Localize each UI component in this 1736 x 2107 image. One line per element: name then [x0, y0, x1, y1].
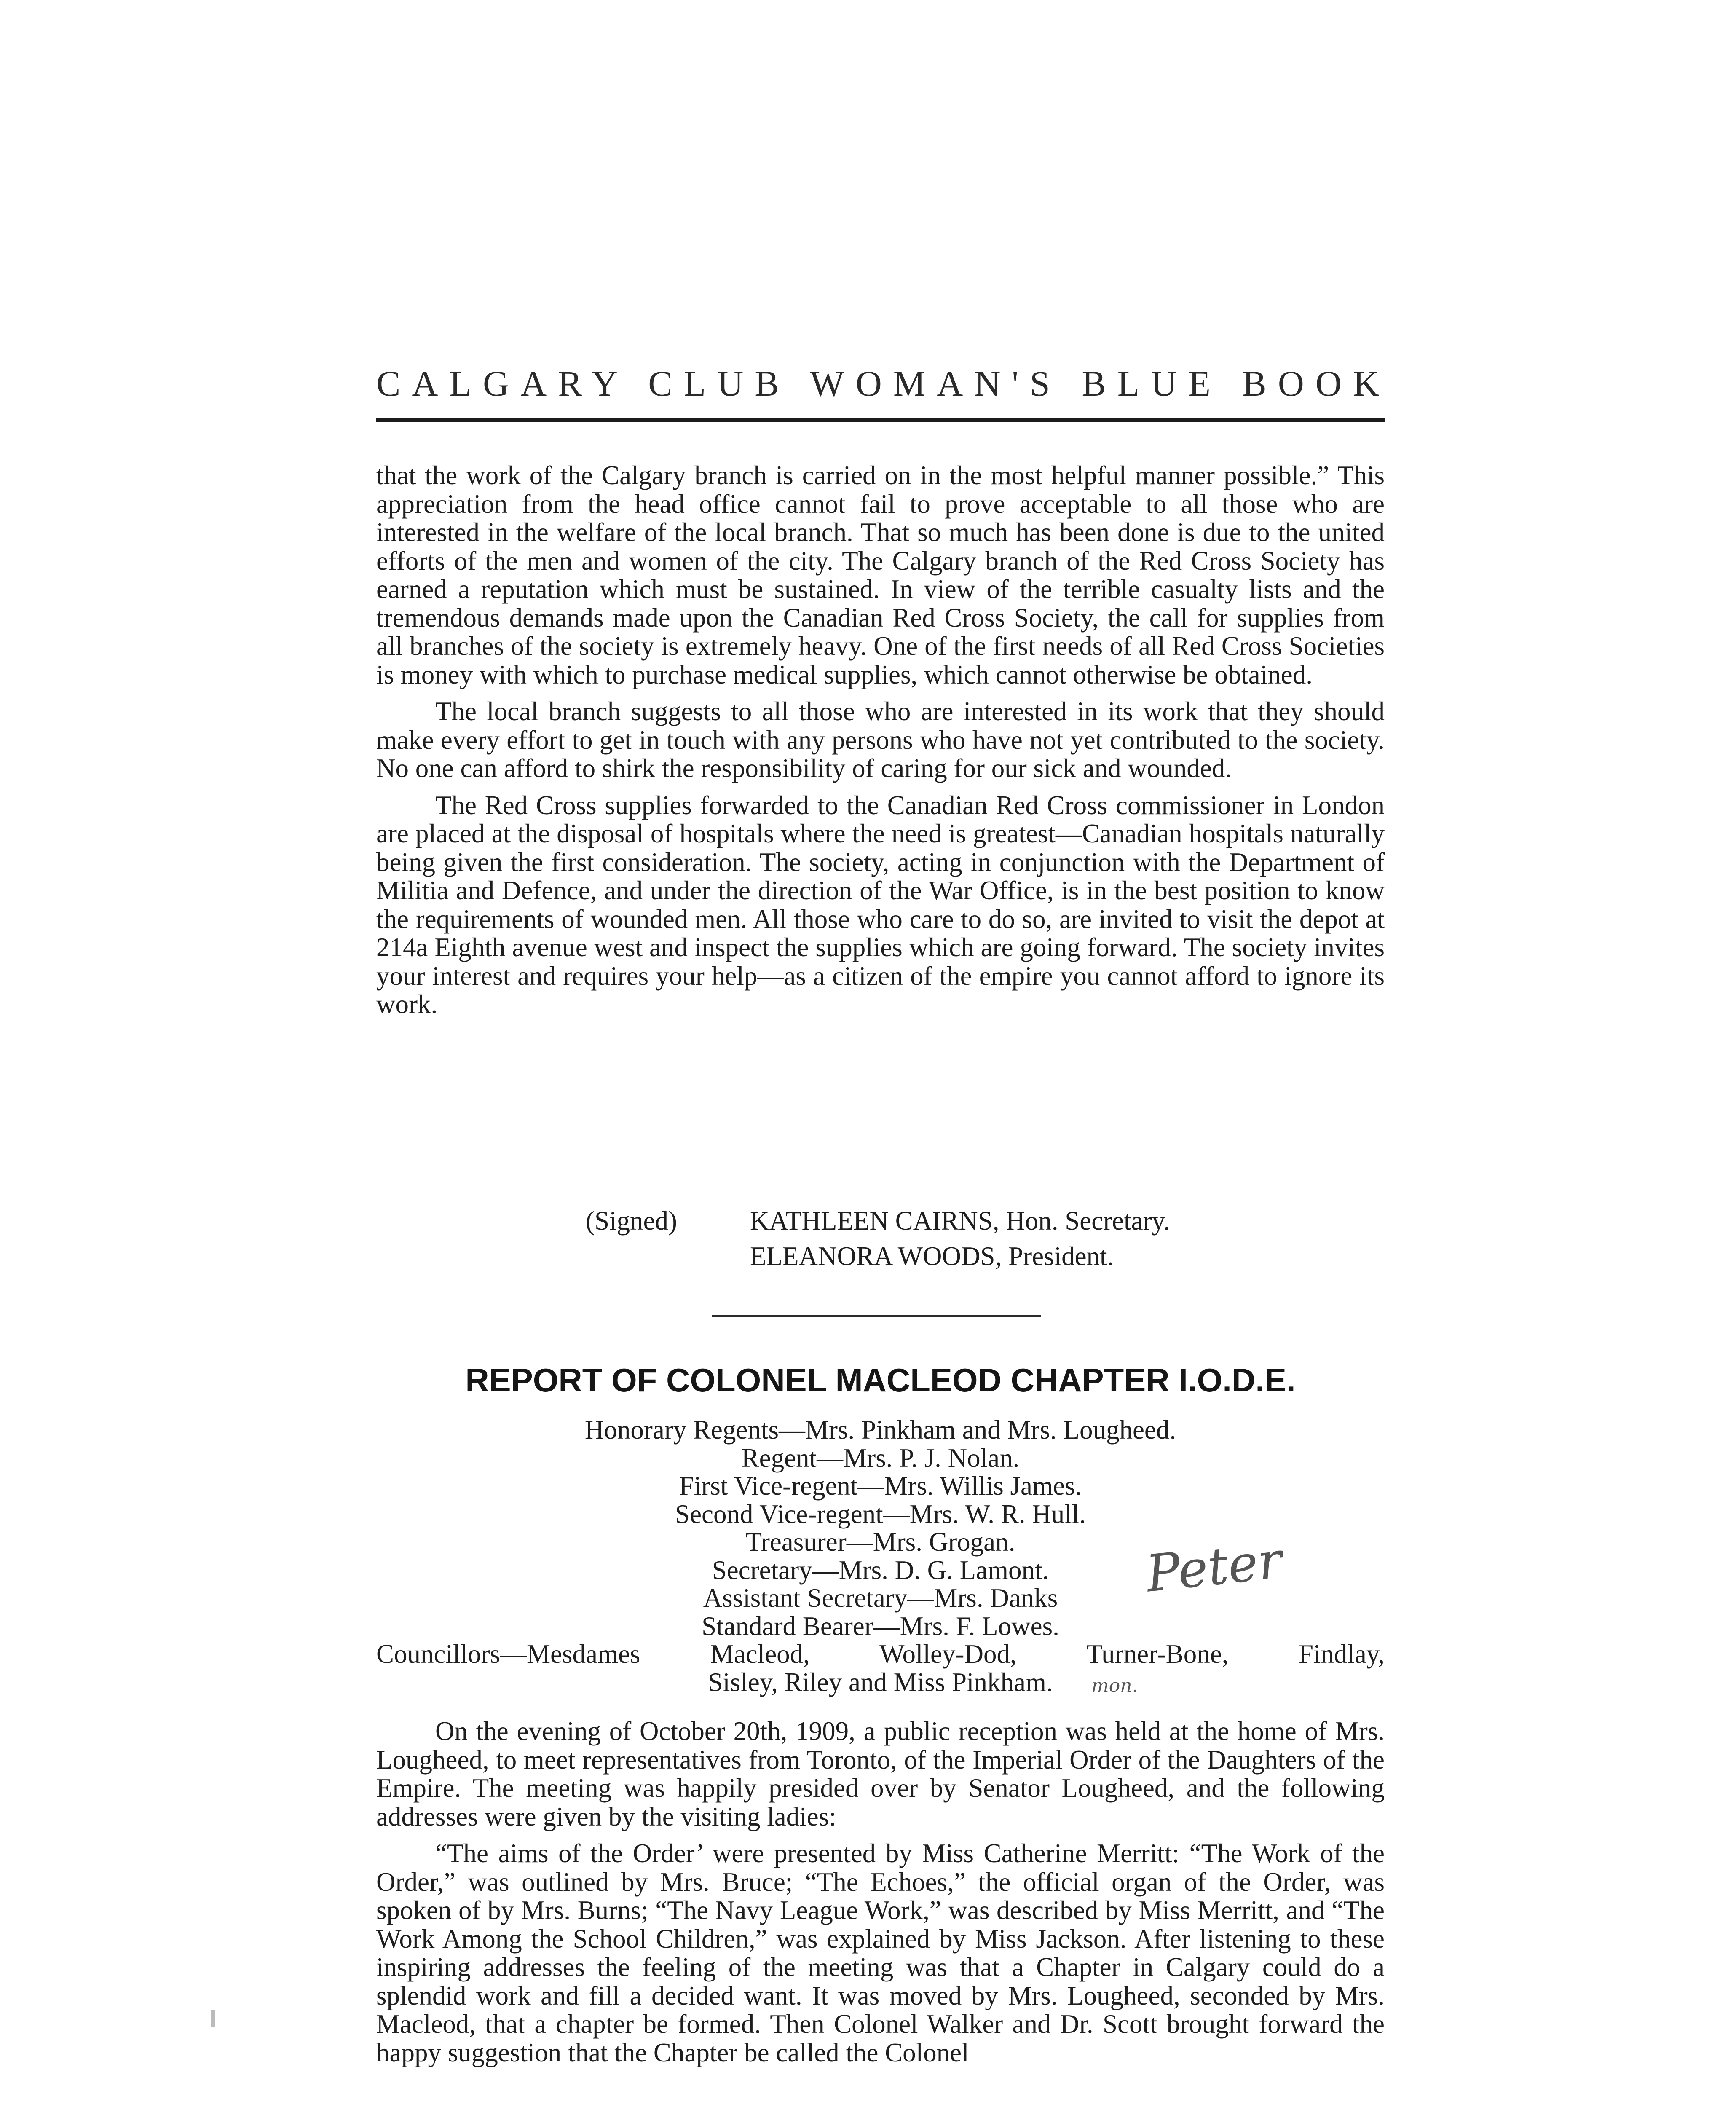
officer-line: Honorary Regents—Mrs. Pinkham and Mrs. Lougheed.: [584, 1415, 1176, 1445]
scan-speck: [211, 2010, 215, 2027]
officer-line: Secretary—Mrs. D. G. Lamont.: [712, 1555, 1049, 1585]
report-paragraph: On the evening of October 20th, 1909, a public reception was held at the home of Mrs. Lougheed, to meet representatives from Toronto, of the Imperial Order of the Daughters of the Empire. The meeting was happily presided over by Senator Lougheed, and the following addresses were given by the visiting ladies:: [376, 1716, 1385, 1831]
signatory-president: ELEANORA WOODS, President.: [750, 1241, 1114, 1271]
officer-line: First Vice-regent—Mrs. Willis James.: [679, 1471, 1082, 1501]
officer-line: Standard Bearer—Mrs. F. Lowes.: [702, 1611, 1059, 1641]
officer-line: Treasurer—Mrs. Grogan.: [745, 1527, 1015, 1557]
report-title: REPORT OF COLONEL MACLEOD CHAPTER I.O.D.E.: [465, 1362, 1296, 1399]
letter-paragraph: The local branch suggests to all those who are interested in its work that they should make every effort to get in touch with any persons who have not yet contributed to the society. No one can afford to shirk the responsibility of caring for our sick and wounded.: [376, 697, 1385, 783]
letter-paragraph: The Red Cross supplies forwarded to the Canadian Red Cross commissioner in London are placed at the disposal of hospitals where the need is greatest—Canadian hospitals naturally being given the first consideration. The society, acting in conjunction with the Department of Militia and Defence, and under the direction of the War Office, is in the best position to know the requirements of wounded men. All those who care to do so, are invited to visit the depot at 214a Eighth avenue west and inspect the supplies which are going forward. The society invites your interest and requires your help—as a citizen of the empire you cannot afford to ignore its work.: [376, 790, 1385, 1019]
letter-paragraph: that the work of the Calgary branch is carried on in the most helpful manner possible.” This appreciation from the head office cannot fail to prove acceptable to all those who are interested in the welfare of the local branch. That so much has been done is due to the united efforts of the men and women of the city. The Calgary branch of the Red Cross Society has earned a reputation which must be sustained. In view of the terrible casualty lists and the tremendous demands made upon the Canadian Red Cross Society, the call for supplies from all branches of the society is extremely heavy. One of the first needs of all Red Cross Societies is money with which to purchase medical supplies, which cannot otherwise be obtained.: [376, 461, 1385, 689]
signature-block: [586, 1203, 1170, 1274]
report-paragraph: “The aims of the Order’ were presented by Miss Catherine Merritt: “The Work of the Order,” was outlined by Mrs. Bruce; “The Echoes,” the official organ of the Order, was spoken of by Mrs. Burns; “The Navy League Work,” was described by Miss Merritt, and “The Work Among the School Children,” was explained by Miss Jackson. After listening to these inspiring addresses the feeling of the meeting was that a Chapter in Calgary could do a splendid work and fill a decided want. It was moved by Mrs. Lougheed, seconded by Mrs. Macleod, that a chapter be formed. Then Colonel Walker and Dr. Scott brought forward the happy suggestion that the Chapter be called the Colonel: [376, 1839, 1385, 2067]
councillors-line: Sisley, Riley and Miss Pinkham.: [708, 1667, 1053, 1697]
councillors-line: Councillors—Mesdames Macleod, Wolley-Dod, Turner-Bone, Findlay,: [376, 1639, 1385, 1669]
signed-label: (Signed): [586, 1206, 677, 1236]
header-rule: [376, 418, 1385, 422]
officer-line: Second Vice-regent—Mrs. W. R. Hull.: [675, 1499, 1086, 1529]
running-head: CALGARY CLUB WOMAN'S BLUE BOOK: [376, 363, 1391, 404]
section-divider: [712, 1315, 1041, 1317]
officer-line: Regent—Mrs. P. J. Nolan.: [741, 1443, 1020, 1473]
red-cross-letter: [376, 461, 1385, 1019]
report-body: [376, 1717, 1385, 2067]
officer-line: Assistant Secretary—Mrs. Danks: [703, 1583, 1058, 1613]
handwritten-note: mon.: [1091, 1675, 1138, 1697]
signatory-secretary: KATHLEEN CAIRNS, Hon. Secretary.: [750, 1206, 1170, 1236]
handwritten-note: Peter: [1143, 1531, 1285, 1604]
